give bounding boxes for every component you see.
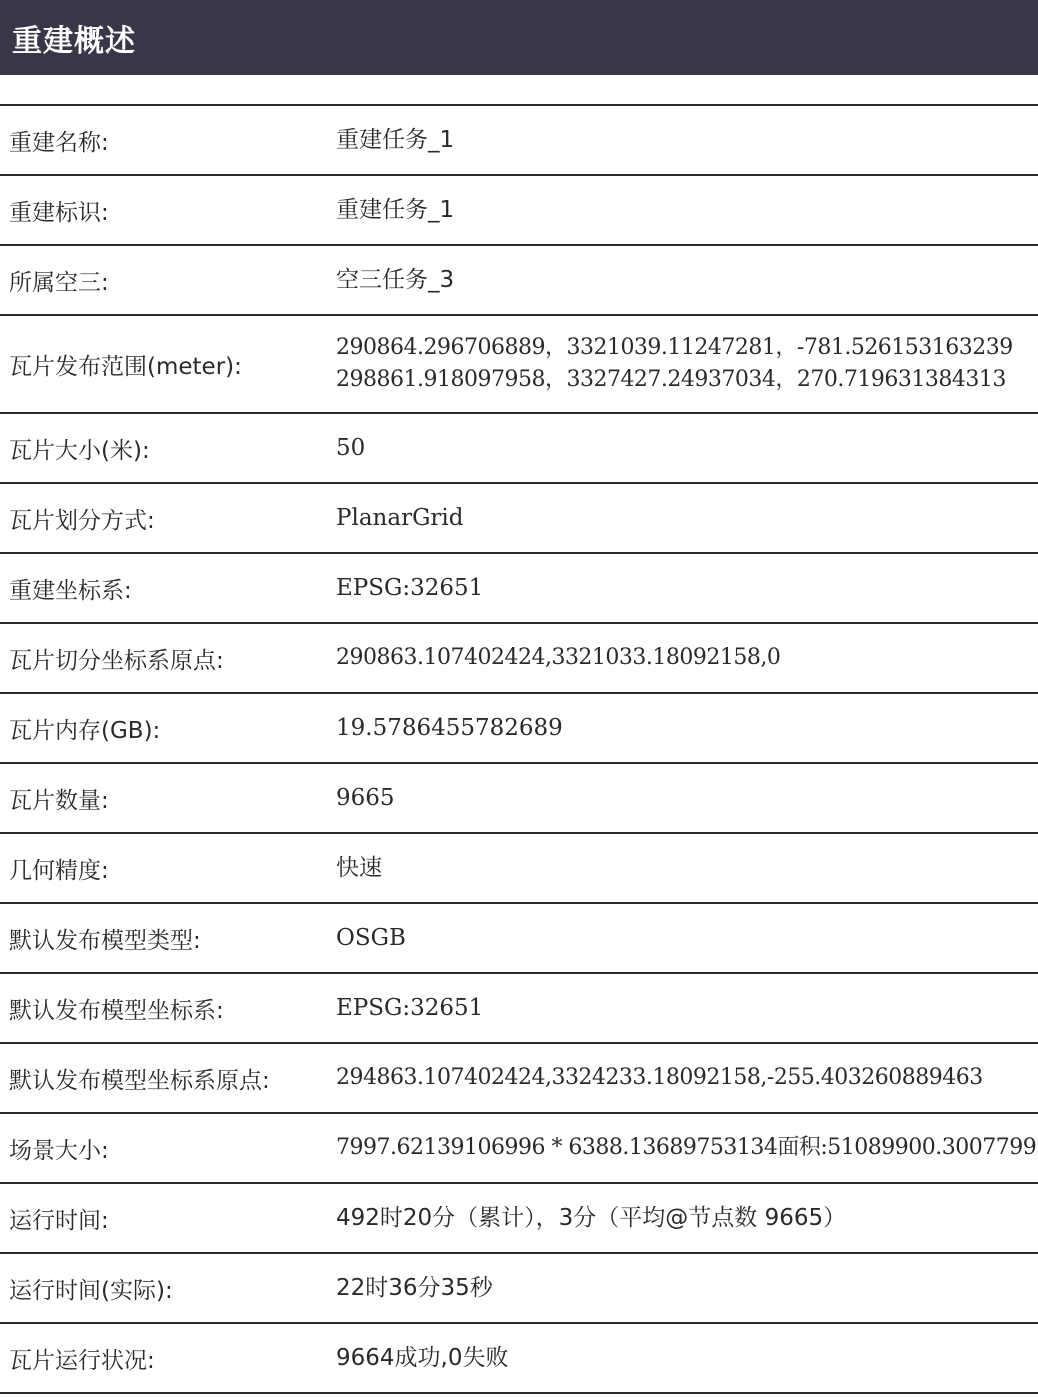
row-label: 瓦片内存(GB): — [9, 717, 161, 744]
row-value: 7997.62139106996 * 6388.13689753134面积:51089900.3007799 — [336, 1135, 1037, 1160]
row-value: 22时36分35秒 — [336, 1275, 493, 1301]
row-label: 运行时间: — [9, 1207, 109, 1234]
row-label: 场景大小: — [9, 1137, 109, 1164]
row-label: 默认发布模型坐标系: — [9, 997, 224, 1024]
row-label: 几何精度: — [9, 857, 109, 884]
row-label: 重建坐标系: — [9, 577, 132, 604]
row-label: 默认发布模型类型: — [9, 927, 201, 954]
table-row-aerotriangulation — [0, 246, 1038, 316]
table-row-tile-memory — [0, 694, 1038, 764]
row-value: 9665 — [336, 785, 395, 811]
row-label: 重建标识: — [9, 199, 109, 226]
row-value: 快速 — [336, 855, 382, 881]
spacer — [0, 75, 1038, 104]
row-value: PlanarGrid — [336, 505, 464, 531]
table-row-model-type — [0, 904, 1038, 974]
row-label: 瓦片切分坐标系原点: — [9, 647, 224, 674]
table-row-model-origin — [0, 1044, 1038, 1114]
table-row-tiling-origin — [0, 624, 1038, 694]
row-value: 19.5786455782689 — [336, 715, 563, 741]
row-value: 492时20分（累计），3分（平均@节点数 9665） — [336, 1205, 847, 1231]
row-value: 9664成功,0失败 — [336, 1345, 509, 1371]
row-value — [336, 332, 1038, 396]
row-value: OSGB — [336, 925, 406, 951]
row-value: EPSG:32651 — [336, 575, 484, 601]
row-label: 瓦片运行状况: — [9, 1347, 155, 1374]
table-row-tile-extent — [0, 316, 1038, 414]
row-label: 所属空三: — [9, 269, 109, 296]
table-row-model-crs — [0, 974, 1038, 1044]
table-row-scene-size — [0, 1114, 1038, 1184]
summary-table — [0, 106, 1038, 1394]
table-row-geometric-precision — [0, 834, 1038, 904]
extent-min-line: 290864.296706889，3321039.11247281，-781.526153163239 — [336, 335, 1013, 360]
row-label: 重建名称: — [9, 129, 109, 156]
row-label: 瓦片大小(米): — [9, 437, 150, 464]
row-value: 空三任务_3 — [336, 267, 455, 293]
table-row-crs — [0, 554, 1038, 624]
row-label: 瓦片数量: — [9, 787, 109, 814]
table-row-tile-status — [0, 1324, 1038, 1394]
row-label: 运行时间(实际): — [9, 1277, 173, 1304]
table-row-tile-size — [0, 414, 1038, 484]
row-label: 默认发布模型坐标系原点: — [9, 1067, 270, 1094]
row-value: 294863.107402424,3324233.18092158,-255.403260889463 — [336, 1065, 983, 1090]
extent-max-line: 298861.918097958，3327427.24937034，270.719631384313 — [336, 367, 1006, 392]
table-row-run-time — [0, 1184, 1038, 1254]
table-row-reconstruction-id — [0, 176, 1038, 246]
table-row-run-time-actual — [0, 1254, 1038, 1324]
row-label: 瓦片划分方式: — [9, 507, 155, 534]
row-value: 50 — [336, 435, 366, 461]
row-value: 重建任务_1 — [336, 127, 455, 153]
table-row-tile-count — [0, 764, 1038, 834]
page-title: 重建概述 — [12, 23, 136, 59]
table-row-reconstruction-name — [0, 106, 1038, 176]
row-value: 重建任务_1 — [336, 197, 455, 223]
table-row-tiling-mode — [0, 484, 1038, 554]
row-value: EPSG:32651 — [336, 995, 484, 1021]
header-bar — [0, 0, 1038, 75]
row-label: 瓦片发布范围(meter): — [9, 353, 242, 380]
row-value: 290863.107402424,3321033.18092158,0 — [336, 645, 781, 670]
